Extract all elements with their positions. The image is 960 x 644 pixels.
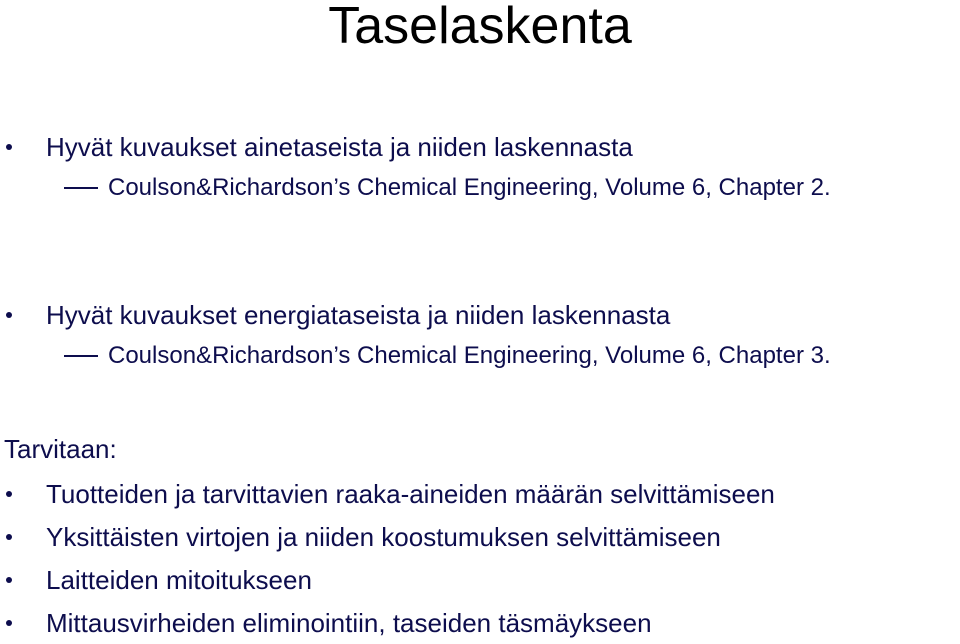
bullet-text: Hyvät kuvaukset energiataseista ja niiden laskennasta bbox=[46, 300, 671, 330]
bullet-dot-icon bbox=[6, 144, 12, 150]
bullet-text: Mittausvirheiden eliminointiin, taseiden täsmäykseen bbox=[46, 608, 652, 638]
bullet-text: Laitteiden mitoitukseen bbox=[46, 565, 312, 595]
needs-item-measurement bbox=[0, 607, 652, 639]
bullet-dot-icon bbox=[6, 491, 12, 497]
sub-item-reference-chapter-3 bbox=[0, 341, 831, 371]
bullet-text: Tuotteiden ja tarvittavien raaka-aineiden määrän selvittämiseen bbox=[46, 479, 775, 509]
needs-item-products bbox=[0, 478, 775, 510]
bullet-dot-icon bbox=[6, 534, 12, 540]
bullet-dot-icon bbox=[6, 620, 12, 626]
dash-icon bbox=[64, 355, 98, 357]
bullet-item-mass-balances bbox=[0, 131, 633, 163]
bullet-dot-icon bbox=[6, 577, 12, 583]
page-title: Taselaskenta bbox=[328, 0, 632, 55]
needs-item-streams bbox=[0, 521, 721, 553]
sub-item-reference-chapter-2 bbox=[0, 173, 831, 203]
sub-text: Coulson&Richardson’s Chemical Engineering, Volume 6, Chapter 3. bbox=[108, 342, 831, 369]
bullet-text: Hyvät kuvaukset ainetaseista ja niiden laskennasta bbox=[46, 132, 633, 162]
bullet-item-energy-balances bbox=[0, 299, 670, 331]
dash-icon bbox=[64, 187, 98, 189]
bullet-dot-icon bbox=[6, 312, 12, 318]
sub-text: Coulson&Richardson’s Chemical Engineering, Volume 6, Chapter 2. bbox=[108, 174, 831, 201]
needs-item-equipment bbox=[0, 564, 312, 596]
bullet-text: Yksittäisten virtojen ja niiden koostumuksen selvittämiseen bbox=[46, 522, 721, 552]
needs-heading: Tarvitaan: bbox=[4, 434, 117, 464]
